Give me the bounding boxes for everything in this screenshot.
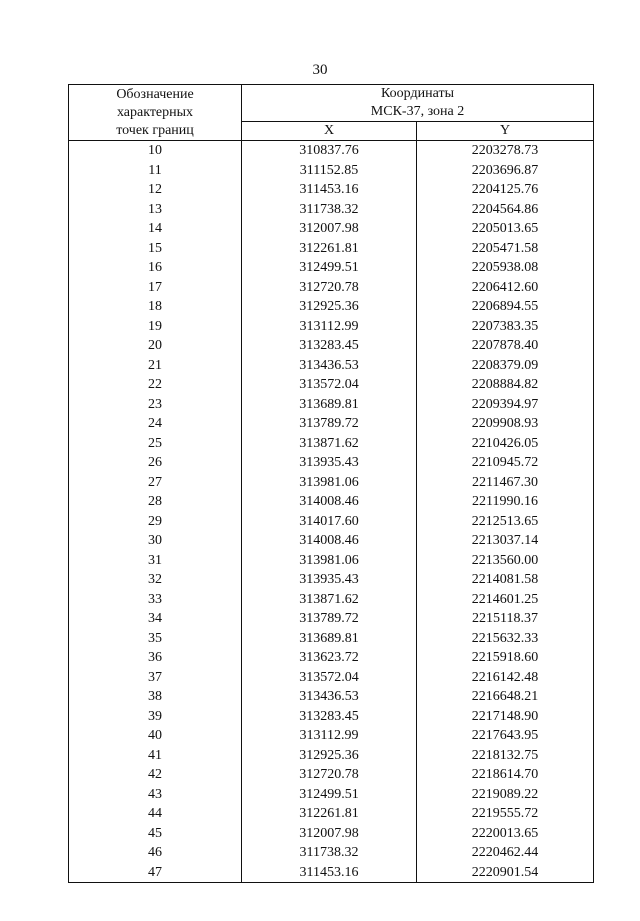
table-row (69, 531, 594, 551)
table-row (69, 453, 594, 473)
table-row (69, 395, 594, 415)
point-cell: 33 (69, 590, 242, 610)
point-cell: 27 (69, 473, 242, 493)
point-cell: 44 (69, 804, 242, 824)
table-row (69, 434, 594, 454)
table-row (69, 785, 594, 805)
point-cell: 13 (69, 200, 242, 220)
y-coordinate-cell: 2218614.70 (417, 765, 594, 785)
y-coordinate-cell: 2212513.65 (417, 512, 594, 532)
x-coordinate-cell: 311152.85 (242, 161, 417, 181)
table-row (69, 180, 594, 200)
y-coordinate-cell: 2210945.72 (417, 453, 594, 473)
y-coordinate-cell: 2203696.87 (417, 161, 594, 181)
x-coordinate-cell: 311738.32 (242, 200, 417, 220)
table-row (69, 161, 594, 181)
table-row (69, 414, 594, 434)
page-number: 30 (312, 62, 328, 78)
table-row (69, 726, 594, 746)
x-coordinate-cell: 313572.04 (242, 668, 417, 688)
point-cell: 26 (69, 453, 242, 473)
table-row (69, 590, 594, 610)
table-row (69, 687, 594, 707)
table-row (69, 765, 594, 785)
table-row (69, 668, 594, 688)
table-row (69, 492, 594, 512)
point-cell: 14 (69, 219, 242, 239)
x-coordinate-cell: 314017.60 (242, 512, 417, 532)
x-coordinate-cell: 311738.32 (242, 843, 417, 863)
x-coordinate-cell: 313871.62 (242, 590, 417, 610)
y-coordinate-cell: 2208379.09 (417, 356, 594, 376)
y-coordinate-cell: 2216142.48 (417, 668, 594, 688)
y-coordinate-cell: 2220013.65 (417, 824, 594, 844)
x-coordinate-cell: 312720.78 (242, 765, 417, 785)
table-header (69, 85, 594, 141)
point-cell: 22 (69, 375, 242, 395)
y-coordinate-cell: 2206894.55 (417, 297, 594, 317)
x-coordinate-cell: 314008.46 (242, 492, 417, 512)
x-coordinate-cell: 312925.36 (242, 297, 417, 317)
table-row (69, 317, 594, 337)
y-coordinate-cell: 2219089.22 (417, 785, 594, 805)
x-coordinate-cell: 313689.81 (242, 395, 417, 415)
y-coordinate-cell: 2215918.60 (417, 648, 594, 668)
point-header-line-1: Обозначение (116, 86, 194, 102)
point-cell: 24 (69, 414, 242, 434)
x-coordinate-cell: 312261.81 (242, 804, 417, 824)
y-coordinate-cell: 2204564.86 (417, 200, 594, 220)
table-row (69, 824, 594, 844)
x-coordinate-cell: 313112.99 (242, 317, 417, 337)
y-coordinate-cell: 2205938.08 (417, 258, 594, 278)
point-cell: 16 (69, 258, 242, 278)
y-coordinate-cell: 2211990.16 (417, 492, 594, 512)
x-coordinate-cell: 312261.81 (242, 239, 417, 259)
point-cell: 43 (69, 785, 242, 805)
point-cell: 45 (69, 824, 242, 844)
point-cell: 36 (69, 648, 242, 668)
x-coordinate-cell: 314008.46 (242, 531, 417, 551)
y-coordinate-cell: 2214081.58 (417, 570, 594, 590)
x-coordinate-cell: 313283.45 (242, 707, 417, 727)
table-row (69, 375, 594, 395)
point-cell: 46 (69, 843, 242, 863)
x-coordinate-cell: 313436.53 (242, 687, 417, 707)
y-coordinate-cell: 2220901.54 (417, 863, 594, 883)
y-coordinate-cell: 2209394.97 (417, 395, 594, 415)
table-row (69, 512, 594, 532)
table-row (69, 551, 594, 571)
table-row (69, 570, 594, 590)
y-coordinate-cell: 2206412.60 (417, 278, 594, 298)
point-cell: 42 (69, 765, 242, 785)
y-coordinate-cell: 2211467.30 (417, 473, 594, 493)
x-coordinate-cell: 313436.53 (242, 356, 417, 376)
y-coordinate-cell: 2217148.90 (417, 707, 594, 727)
point-header-line-3: точек границ (116, 122, 194, 138)
y-coordinate-cell: 2216648.21 (417, 687, 594, 707)
point-cell: 21 (69, 356, 242, 376)
table-row (69, 141, 594, 161)
point-cell: 37 (69, 668, 242, 688)
y-coordinate-cell: 2213560.00 (417, 551, 594, 571)
y-coordinate-cell: 2215632.33 (417, 629, 594, 649)
point-cell: 19 (69, 317, 242, 337)
table-row (69, 648, 594, 668)
y-coordinate-cell: 2205013.65 (417, 219, 594, 239)
point-cell: 32 (69, 570, 242, 590)
table-row (69, 356, 594, 376)
table-row (69, 609, 594, 629)
y-coordinate-cell: 2215118.37 (417, 609, 594, 629)
table-row (69, 200, 594, 220)
table-row (69, 473, 594, 493)
x-coordinate-cell: 313789.72 (242, 414, 417, 434)
x-coordinate-cell: 312720.78 (242, 278, 417, 298)
point-cell: 47 (69, 863, 242, 883)
point-cell: 41 (69, 746, 242, 766)
table-row (69, 239, 594, 259)
x-coordinate-cell: 311453.16 (242, 863, 417, 883)
point-designation-header (69, 85, 242, 141)
point-cell: 35 (69, 629, 242, 649)
point-header-line-2: характерных (116, 104, 194, 120)
y-coordinate-cell: 2203278.73 (417, 141, 594, 161)
point-cell: 12 (69, 180, 242, 200)
y-coordinate-cell: 2207878.40 (417, 336, 594, 356)
y-coordinate-cell: 2213037.14 (417, 531, 594, 551)
table-row (69, 707, 594, 727)
point-cell: 38 (69, 687, 242, 707)
coordinates-table (68, 84, 594, 883)
x-coordinate-cell: 312499.51 (242, 258, 417, 278)
y-coordinate-cell: 2219555.72 (417, 804, 594, 824)
x-coordinate-cell: 313112.99 (242, 726, 417, 746)
y-coordinate-cell: 2208884.82 (417, 375, 594, 395)
point-cell: 40 (69, 726, 242, 746)
coordinates-header-line-2: МСК-37, зона 2 (370, 104, 465, 119)
point-cell: 23 (69, 395, 242, 415)
point-cell: 28 (69, 492, 242, 512)
point-cell: 25 (69, 434, 242, 454)
y-coordinate-cell: 2218132.75 (417, 746, 594, 766)
point-cell: 30 (69, 531, 242, 551)
point-cell: 31 (69, 551, 242, 571)
x-coordinate-cell: 313283.45 (242, 336, 417, 356)
x-coordinate-cell: 313623.72 (242, 648, 417, 668)
coordinates-header-line-1: Координаты (381, 86, 454, 101)
point-cell: 17 (69, 278, 242, 298)
point-cell: 34 (69, 609, 242, 629)
table-body (69, 141, 594, 883)
y-coordinate-cell: 2207383.35 (417, 317, 594, 337)
y-column-header: Y (417, 122, 594, 141)
x-coordinate-cell: 313935.43 (242, 453, 417, 473)
x-coordinate-cell: 312925.36 (242, 746, 417, 766)
point-cell: 18 (69, 297, 242, 317)
x-coordinate-cell: 313981.06 (242, 473, 417, 493)
y-coordinate-cell: 2214601.25 (417, 590, 594, 610)
x-coordinate-cell: 313981.06 (242, 551, 417, 571)
table-row (69, 629, 594, 649)
table-row (69, 746, 594, 766)
table-row (69, 258, 594, 278)
point-cell: 11 (69, 161, 242, 181)
table-row (69, 336, 594, 356)
x-coordinate-cell: 312007.98 (242, 219, 417, 239)
x-coordinate-cell: 313689.81 (242, 629, 417, 649)
x-coordinate-cell: 313572.04 (242, 375, 417, 395)
y-coordinate-cell: 2217643.95 (417, 726, 594, 746)
table-row (69, 297, 594, 317)
point-cell: 15 (69, 239, 242, 259)
x-coordinate-cell: 313935.43 (242, 570, 417, 590)
table-row (69, 278, 594, 298)
x-coordinate-cell: 312007.98 (242, 824, 417, 844)
x-coordinate-cell: 310837.76 (242, 141, 417, 161)
y-coordinate-cell: 2205471.58 (417, 239, 594, 259)
point-cell: 29 (69, 512, 242, 532)
point-cell: 20 (69, 336, 242, 356)
x-coordinate-cell: 312499.51 (242, 785, 417, 805)
x-coordinate-cell: 311453.16 (242, 180, 417, 200)
y-coordinate-cell: 2210426.05 (417, 434, 594, 454)
table-row (69, 804, 594, 824)
table-row (69, 863, 594, 883)
y-coordinate-cell: 2209908.93 (417, 414, 594, 434)
x-column-header: X (242, 122, 417, 141)
y-coordinate-cell: 2220462.44 (417, 843, 594, 863)
point-cell: 10 (69, 141, 242, 161)
table-row (69, 843, 594, 863)
x-coordinate-cell: 313871.62 (242, 434, 417, 454)
x-coordinate-cell: 313789.72 (242, 609, 417, 629)
coordinates-header (242, 85, 594, 122)
table-row (69, 219, 594, 239)
point-cell: 39 (69, 707, 242, 727)
y-coordinate-cell: 2204125.76 (417, 180, 594, 200)
